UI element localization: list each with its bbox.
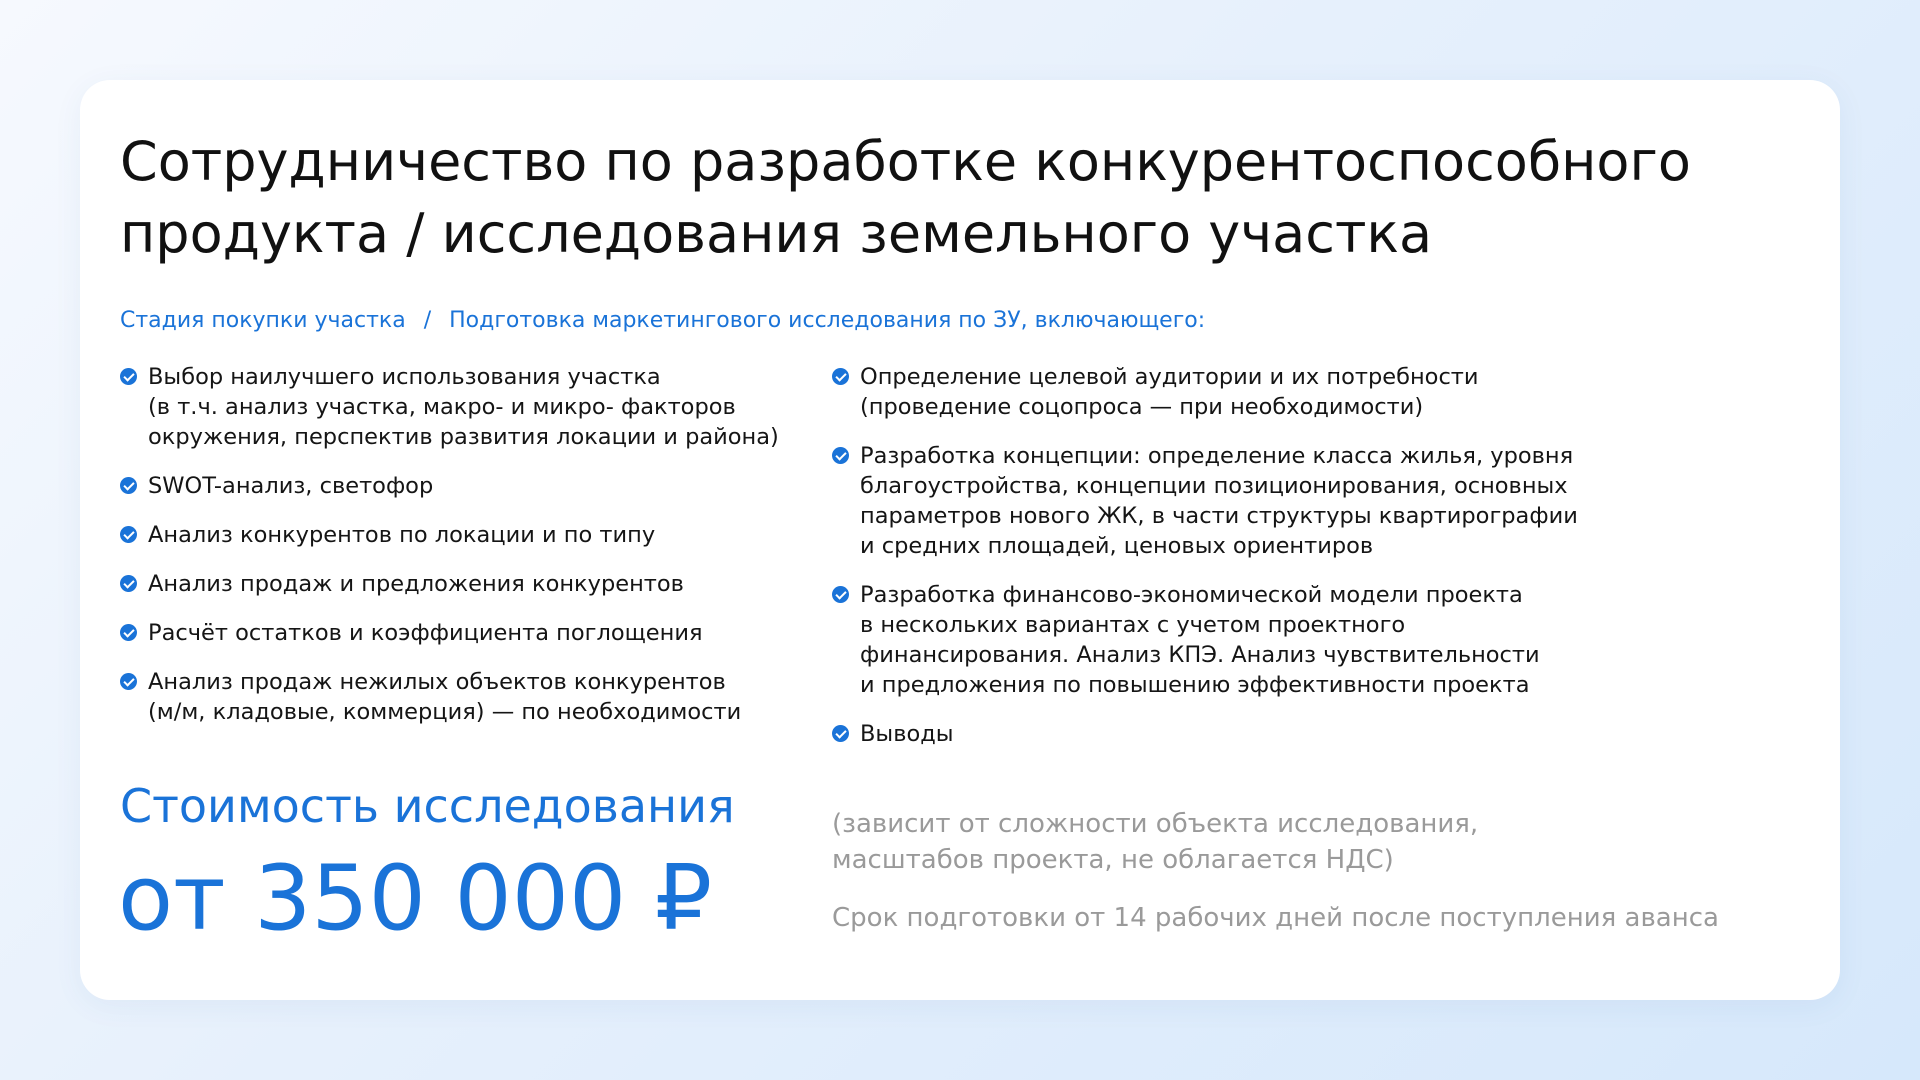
list-item-label: Определение целевой аудитории и их потребности (проведение соцопроса — при необходимости) — [860, 364, 1479, 420]
left-feature-list — [120, 362, 820, 746]
breadcrumb-description: Подготовка маркетингового исследования по ЗУ, включающего: — [449, 308, 1206, 333]
check-circle-icon — [120, 575, 137, 592]
list-item-label: SWOT-анализ, светофор — [148, 473, 434, 499]
list-item — [832, 441, 1592, 561]
list-item — [120, 362, 820, 452]
check-circle-icon — [832, 368, 849, 385]
list-item-label: Разработка концепции: определение класса жилья, уровня благоустройства, концепции позиционирования, основных параметров нового ЖК, в части структуры квартирографии и средних площадей, ценовых ориентиров — [860, 443, 1578, 559]
list-item-label: Выбор наилучшего использования участка (в т.ч. анализ участка, макро- и микро- факторов окружения, перспектив развития локации и района) — [148, 364, 779, 450]
list-item-label: Анализ конкурентов по локации и по типу — [148, 522, 656, 548]
check-circle-icon — [832, 447, 849, 464]
breadcrumb-separator: / — [423, 308, 432, 333]
list-item — [120, 520, 820, 550]
list-item — [120, 569, 820, 599]
check-circle-icon — [120, 368, 137, 385]
check-circle-icon — [832, 586, 849, 603]
check-circle-icon — [120, 673, 137, 690]
right-feature-list — [832, 362, 1592, 768]
list-item — [832, 719, 1592, 749]
list-item-label: Анализ продаж нежилых объектов конкурентов (м/м, кладовые, коммерция) — по необходимости — [148, 669, 742, 725]
check-circle-icon — [120, 526, 137, 543]
list-item — [120, 471, 820, 501]
check-circle-icon — [120, 477, 137, 494]
list-item-label: Расчёт остатков и коэффициента поглощения — [148, 620, 703, 646]
list-item — [832, 580, 1592, 700]
check-circle-icon — [832, 725, 849, 742]
list-item-label: Разработка финансово-экономической модели проекта в нескольких вариантах с учетом проектного финансирования. Анализ КПЭ. Анализ чувствительности и предложения по повышению эффективности проекта — [860, 582, 1540, 698]
breadcrumb-stage: Стадия покупки участка — [120, 308, 406, 333]
breadcrumb — [120, 306, 1205, 336]
price-note: (зависит от сложности объекта исследования, масштабов проекта, не облагается НДС) — [832, 809, 1479, 875]
page-title: Сотрудничество по разработке конкурентоспособного продукта / исследования земельного участка — [120, 130, 1691, 265]
price-value: от 350 000 ₽ — [118, 846, 713, 951]
preparation-term: Срок подготовки от 14 рабочих дней после поступления аванса — [832, 903, 1719, 933]
list-item — [120, 667, 820, 727]
list-item-label: Анализ продаж и предложения конкурентов — [148, 571, 684, 597]
list-item — [832, 362, 1592, 422]
list-item — [120, 618, 820, 648]
content-card — [80, 80, 1840, 1000]
price-label: Стоимость исследования — [120, 779, 735, 833]
list-item-label: Выводы — [860, 721, 954, 747]
check-circle-icon — [120, 624, 137, 641]
